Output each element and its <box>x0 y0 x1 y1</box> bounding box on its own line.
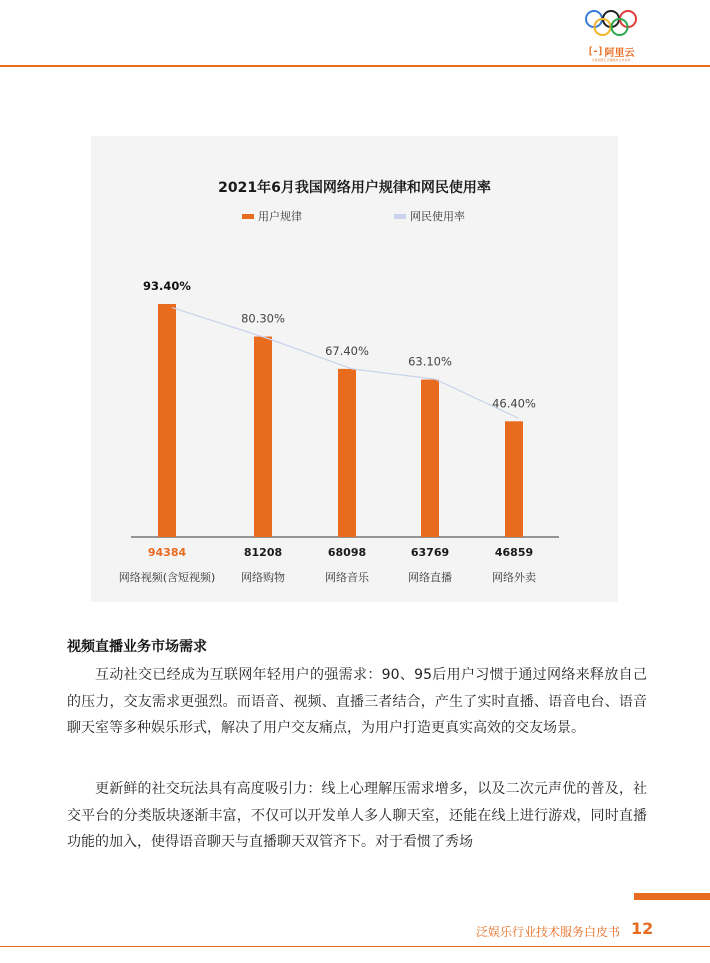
chart-panel <box>91 136 618 602</box>
footer-divider <box>0 946 710 947</box>
section-heading: 视频直播业务市场需求 <box>67 639 207 655</box>
footer-doc-title: 泛娱乐行业技术服务白皮书 <box>475 925 620 939</box>
bar-4 <box>421 380 439 537</box>
category-label-5: 网络外卖 <box>492 571 536 584</box>
user-count-label-2: 81208 <box>243 546 283 559</box>
user-count-label-3: 68098 <box>327 546 367 559</box>
usage-rate-label-2: 80.30% <box>241 311 285 326</box>
olympic-alibaba-cloud-logo <box>582 8 640 62</box>
bar-5 <box>505 421 523 537</box>
legend-label-users: 用户规律 <box>258 210 302 223</box>
user-count-label-5: 46859 <box>494 546 534 559</box>
brand-name: 阿里云 <box>604 47 635 59</box>
category-label-2: 网络购物 <box>241 571 285 584</box>
brand-lockup <box>582 44 640 58</box>
user-count-label-4: 63769 <box>410 546 450 559</box>
category-label-4: 网络直播 <box>408 571 452 584</box>
page-number: 12 <box>631 919 654 938</box>
bar-2 <box>254 337 272 537</box>
usage-rate-label-5: 46.40% <box>492 396 536 411</box>
paragraph-2: 更新鲜的社交玩法具有高度吸引力：线上心理解压需求增多，以及二次元声优的普及，社交平台的分类版块逐渐丰富，不仅可以开发单人多人聊天室，还能在线上进行游戏，同时直播功能的加入，使得语音聊天与直播聊天双管齐下。对于看惯了秀场 <box>67 781 647 850</box>
paragraph-1: 互动社交已经成为互联网年轻用户的强需求：90、95后用户习惯于通过网络来释放自己的压力，交友需求更强烈。而语音、视频、直播三者结合，产生了实时直播、语音电台、语音聊天室等多种娱乐形式，解决了用户交友痛点，为用户打造更真实高效的交友场景。 <box>67 667 647 736</box>
usage-rate-label-3: 67.40% <box>325 343 369 358</box>
bar-1 <box>158 304 176 537</box>
brand-tagline: 全球顶级云计算服务合作伙伴 <box>591 58 631 62</box>
olympic-rings-icon <box>582 8 640 40</box>
alibaba-cloud-mark-icon: [-] <box>587 45 603 57</box>
category-label-3: 网络音乐 <box>325 571 369 584</box>
header-divider <box>0 65 710 67</box>
usage-rate-label-4: 63.10% <box>408 354 452 369</box>
chart-title: 2021年6月我国网络用户规律和网民使用率 <box>218 180 491 196</box>
chart-plot <box>91 136 618 602</box>
usage-rate-label-1: 93.40% <box>143 279 191 293</box>
footer-accent-bar <box>634 893 710 900</box>
bar-3 <box>338 369 356 537</box>
legend-label-usage-rate: 网民使用率 <box>410 210 465 223</box>
user-count-label-1: 94384 <box>147 546 187 559</box>
category-label-1: 网络视频(含短视频) <box>118 571 216 584</box>
